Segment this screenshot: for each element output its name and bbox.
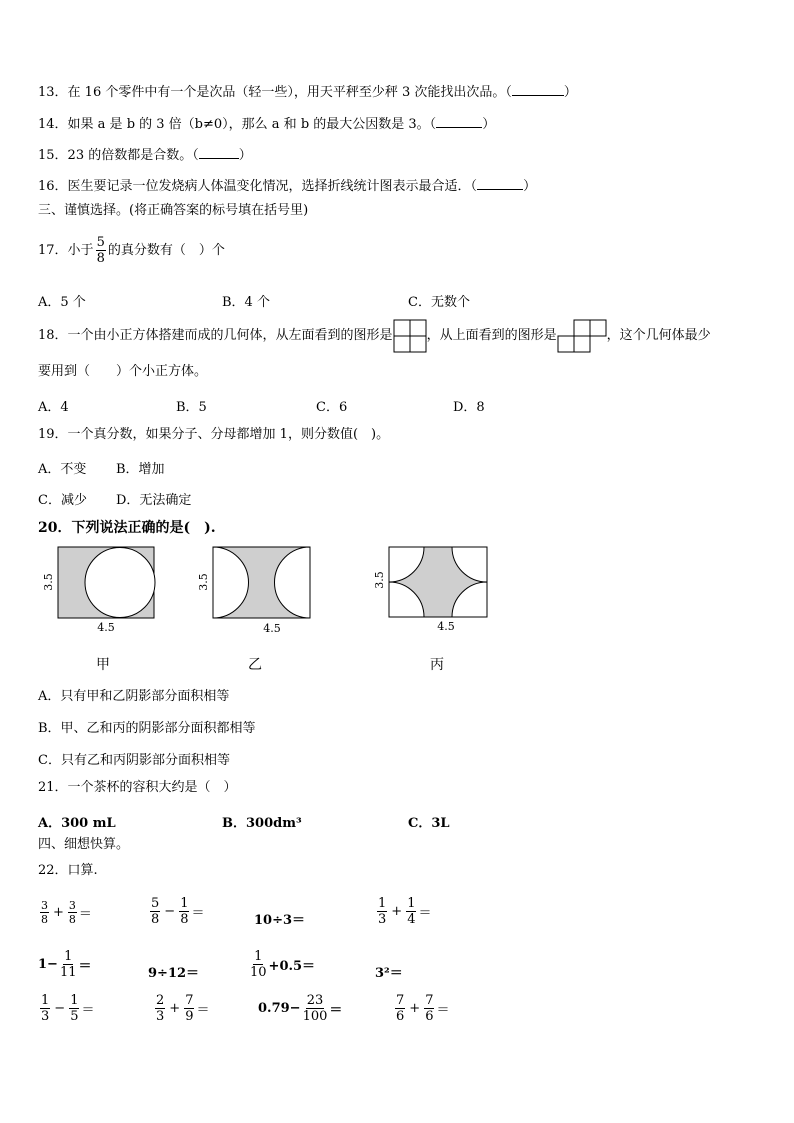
q21-option-c[interactable]: C．3L [408,816,450,831]
width-label: 4.5 [97,621,115,634]
height-label: 3.5 [373,571,386,589]
q19-option-d[interactable]: D．无法确定 [116,493,192,508]
question-text: 一个真分数，如果分子、分母都增加 1，则分数值( )。 [67,427,390,442]
paren-close: ） [482,117,496,132]
calc-r3-d: $\frac{7}{6}$ + $\frac{7}{6}$ ＝ [396,993,450,1024]
answer-blank[interactable] [512,83,564,96]
calc-r1-d: $\frac{1}{3}$ + $\frac{1}{4}$ ＝ [378,896,432,927]
calc-r2-b: 9÷12＝ [148,966,200,981]
answer-blank[interactable] [436,115,482,128]
question-number: 17． [38,242,68,258]
q17-option-b[interactable]: B．4 个 [222,295,270,310]
fraction-5-8: $\frac{5}{8}$ [96,235,105,266]
question-text: 下列说法正确的是( ). [71,520,216,536]
question-text-part2: ，从上面看到的图形是 [426,328,557,343]
question-18 [38,320,711,352]
paren-close: ） [523,179,537,194]
question-17 [38,236,225,265]
q19-option-c[interactable]: C．减少 [38,493,87,508]
question-21 [38,780,237,796]
q20-option-b[interactable]: B．甲、乙和丙的阴影部分面积都相等 [38,721,256,736]
calc-r2-d: 3²＝ [375,966,403,981]
width-label: 4.5 [437,620,455,633]
question-20 [38,520,216,536]
q18-option-d[interactable]: D．8 [453,400,485,415]
calc-r3-b: $\frac{2}{3}$ + $\frac{7}{9}$ ＝ [156,993,210,1024]
calc-r1-a: $\frac{3}{8}$ + $\frac{3}{8}$ ＝ [41,899,92,926]
answer-blank[interactable] [477,177,523,190]
question-13 [38,83,577,101]
q18-option-b[interactable]: B．5 [176,400,207,415]
question-18-line2: 要用到（ ）个小正方体。 [38,364,208,379]
section-3-heading: 三、谨慎选择。(将正确答案的标号填在括号里) [38,203,309,218]
question-text: 一个茶杯的容积大约是（ ） [67,780,237,795]
calc-r3-c: 0.79− $\frac{23}{100}$ ＝ [258,993,343,1024]
top-view-grid-icon [557,319,607,353]
height-label: 3.5 [42,573,55,591]
question-text-part3: ，这个几何体最少 [606,328,711,343]
q20-option-c[interactable]: C．只有乙和丙阴影部分面积相等 [38,753,230,768]
question-19 [38,427,389,443]
question-text-post: 的真分数有（ ）个 [107,242,225,258]
q20-option-a[interactable]: A．只有甲和乙阴影部分面积相等 [38,689,230,704]
height-label: 3.5 [197,573,210,591]
caption-bing: 丙 [430,657,444,673]
caption-jia: 甲 [96,657,110,673]
calc-r2-c: $\frac{1}{10}$ +0.5＝ [250,949,316,980]
paren-close: ） [563,85,577,100]
question-number: 13． [38,85,68,100]
calc-r1-b: $\frac{5}{8}$ − $\frac{1}{8}$ ＝ [151,896,205,927]
width-label: 4.5 [263,622,281,635]
figure-circle [85,548,155,618]
figure-bing [372,542,497,637]
question-22 [38,863,98,879]
question-text: 口算. [67,863,98,878]
section-4-heading: 四、细想快算。 [38,837,130,852]
question-text: 如果 a 是 b 的 3 倍（b≠0），那么 a 和 b 的最大公因数是 3。（ [67,117,437,132]
figure-yi [196,542,331,639]
q18-option-a[interactable]: A．4 [38,400,69,415]
q17-option-c[interactable]: C．无数个 [408,295,470,310]
paren-close: ） [238,148,252,163]
q21-option-a[interactable]: A．300 mL [38,816,116,831]
q17-option-a[interactable]: A．5 个 [38,295,86,310]
question-number: 16． [38,179,68,194]
left-view-grid-icon [393,319,427,353]
question-number: 14． [38,117,68,132]
question-16 [38,177,536,195]
question-number: 20． [38,520,72,536]
answer-blank[interactable] [199,146,239,159]
calc-r1-c: 10÷3＝ [254,913,306,928]
question-15 [38,146,252,164]
question-number: 18． [38,328,68,343]
calc-r2-a: 1− $\frac{1}{11}$ ＝ [38,949,92,980]
q19-option-b[interactable]: B．增加 [116,462,165,477]
q18-option-c[interactable]: C．6 [316,400,348,415]
question-text: 在 16 个零件中有一个是次品（轻一些），用天平秤至少秤 3 次能找出次品。（ [67,85,512,100]
question-text-pre: 小于 [67,242,94,258]
calc-r3-a: $\frac{1}{3}$ − $\frac{1}{5}$ ＝ [41,993,95,1024]
question-text: 23 的倍数都是合数。（ [67,148,199,163]
question-text-part1: 一个由小正方体搭建而成的几何体，从左面看到的图形是 [67,328,393,343]
figure-jia [38,542,163,637]
q19-option-a[interactable]: A．不变 [38,462,87,477]
caption-yi: 乙 [248,657,262,673]
question-number: 21． [38,780,68,795]
question-14 [38,115,495,133]
question-number: 15． [38,148,68,163]
question-text: 医生要记录一位发烧病人体温变化情况，选择折线统计图表示最合适．（ [67,179,478,194]
question-number: 22． [38,863,68,878]
question-number: 19． [38,427,68,442]
q21-option-b[interactable]: B．300dm³ [222,816,302,831]
